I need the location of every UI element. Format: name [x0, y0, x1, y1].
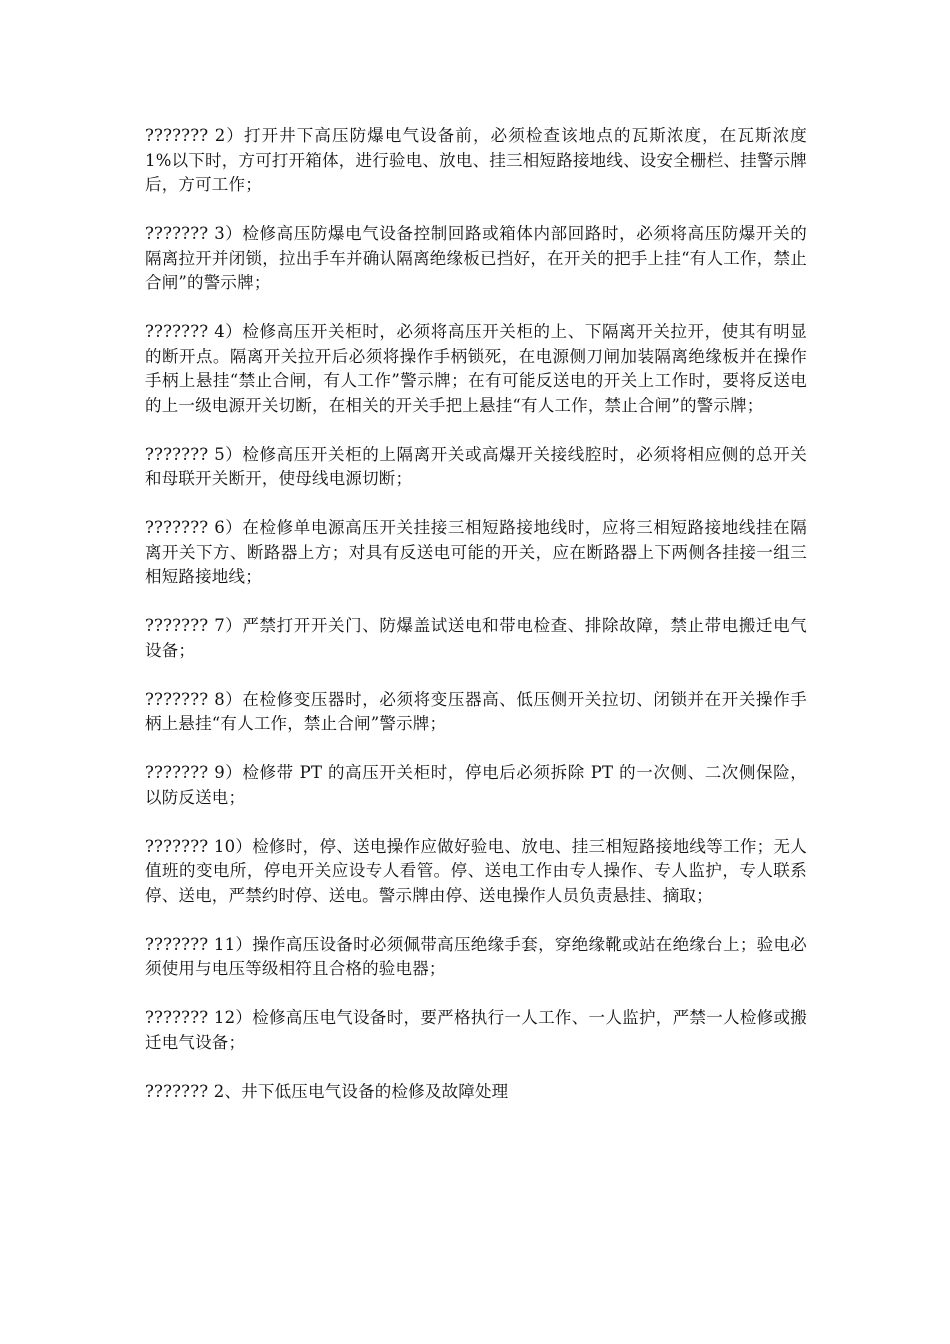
- paragraph-item-3: ??????? 3）检修高压防爆电气设备控制回路或箱体内部回路时，必须将高压防爆开关的隔离拉开并闭锁，拉出手车并确认隔离绝缘板已挡好，在开关的把手上挂“有人工作，禁止合闸”的警示牌；: [145, 224, 807, 292]
- paragraph-item-10: ??????? 10）检修时，停、送电操作应做好验电、放电、挂三相短路接地线等工作；无人值班的变电所，停电开关应设专人看管。停、送电工作由专人操作、专人监护，专人联系停、送电，严禁约时停、送电。警示牌由停、送电操作人员负责悬挂、摘取；: [145, 836, 807, 905]
- paragraph-item-4: ??????? 4）检修高压开关柜时，必须将高压开关柜的上、下隔离开关拉开，使其有明显的断开点。隔离开关拉开后必须将操作手柄锁死，在电源侧刀闸加装隔离绝缘板并在操作手柄上悬挂“禁止合闸，有人工作”警示牌；在有可能反送电的开关上工作时，要将反送电的上一级电源开关切断，在相关的开关手把上悬挂“有人工作，禁止合闸”的警示牌；: [145, 322, 807, 415]
- section-heading: ??????? 2、井下低压电气设备的检修及故障处理: [145, 1081, 509, 1101]
- paragraph-item-8: ??????? 8）在检修变压器时，必须将变压器高、低压侧开关拉切、闭锁并在开关操作手柄上悬挂“有人工作，禁止合闸”警示牌；: [145, 689, 807, 733]
- paragraph-item-6: ??????? 6）在检修单电源高压开关挂接三相短路接地线时，应将三相短路接地线挂在隔离开关下方、断路器上方；对具有反送电可能的开关，应在断路器上下两侧各挂接一组三相短路接地线；: [145, 518, 807, 586]
- paragraph-item-9: ??????? 9）检修带 PT 的高压开关柜时，停电后必须拆除 PT 的一次侧、二次侧保险，以防反送电；: [145, 763, 807, 807]
- paragraph-item-12: ??????? 12）检修高压电气设备时，要严格执行一人工作、一人监护，严禁一人检修或搬迁电气设备；: [145, 1008, 807, 1052]
- paragraph-item-7: ??????? 7）严禁打开开关门、防爆盖试送电和带电检查、排除故障，禁止带电搬迁电气设备；: [145, 616, 807, 660]
- document-body: [145, 124, 807, 1129]
- paragraph-item-5: ??????? 5）检修高压开关柜的上隔离开关或高爆开关接线腔时，必须将相应侧的总开关和母联开关断开，使母线电源切断；: [145, 444, 807, 488]
- paragraph-item-2: ??????? 2）打开井下高压防爆电气设备前，必须检查该地点的瓦斯浓度，在瓦斯浓度 1%以下时，方可打开箱体，进行验电、放电、挂三相短路接地线、设安全栅栏、挂警示牌后，方可工作；: [145, 126, 807, 194]
- paragraph-item-11: ??????? 11）操作高压设备时必须佩带高压绝缘手套，穿绝缘靴或站在绝缘台上；验电必须使用与电压等级相符且合格的验电器；: [145, 934, 807, 978]
